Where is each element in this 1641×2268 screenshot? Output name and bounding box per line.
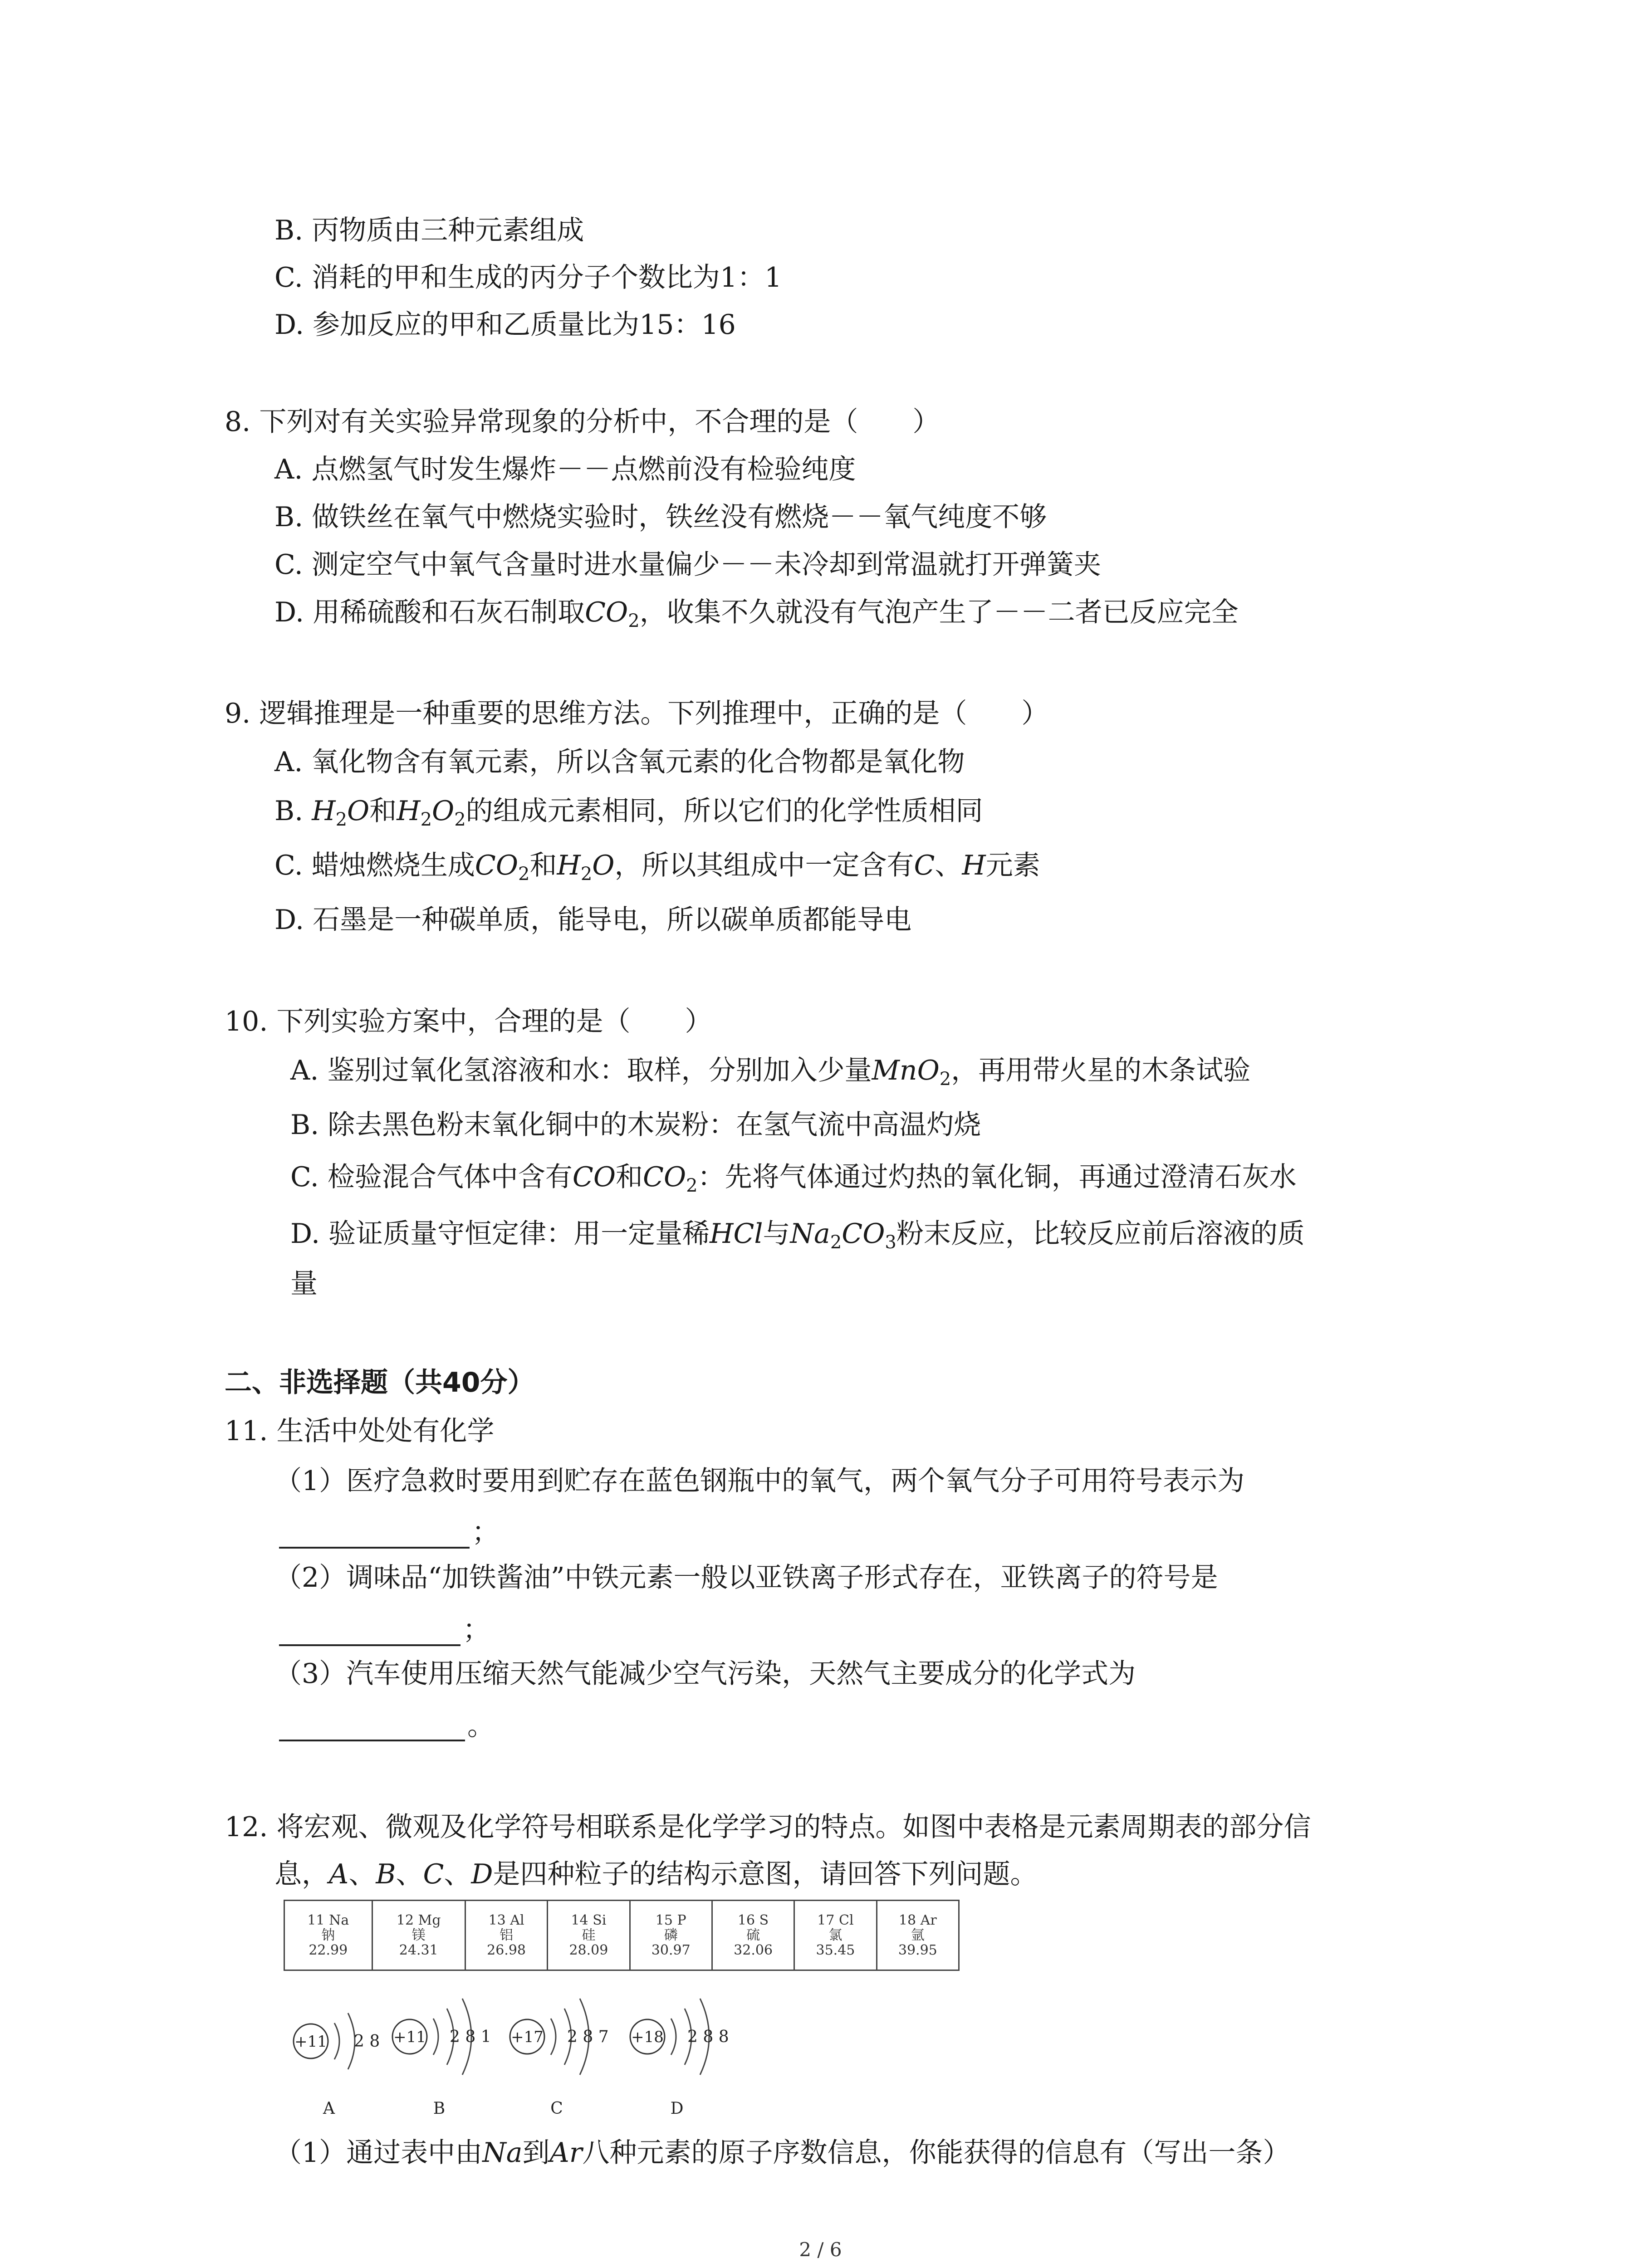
svg-text:2 8 8: 2 8 8 [687,2028,729,2046]
q11-answer-blank-3[interactable] [279,1740,465,1741]
element-cell: 13 Al 铝 26.98 [465,1901,547,1970]
q9-stem: 9. 逻辑推理是一种重要的思维方法。下列推理中，正确的是（ ） [225,698,1049,729]
q10-option-d: D. 验证质量守恒定律：用一定量稀HCl与$Na_2CO_3$粉末反应，比较反应前后溶液的质 [290,1218,1305,1253]
q8-option-b: B. 做铁丝在氧气中燃烧实验时，铁丝没有燃烧－－氧气纯度不够 [274,501,1047,533]
q8-option-a: A. 点燃氢气时发生爆炸－－点燃前没有检验纯度 [274,454,856,485]
page-number: 2 / 6 [799,2239,842,2261]
q11-part2: （2）调味品“加铁酱油”中铁元素一般以亚铁离子形式存在，亚铁离子的符号是 [274,1562,1218,1593]
svg-text:2 8 7: 2 8 7 [567,2028,609,2046]
q7-option-d: D. 参加反应的甲和乙质量比为15：16 [274,309,736,341]
svg-text:B: B [433,2099,446,2118]
svg-text:+18: +18 [631,2028,664,2046]
q11-part3-end: 。 [467,1710,495,1742]
q9-option-c: C. 蜡烛燃烧生成$CO_2$和$H_2O$，所以其组成中一定含有C、H元素 [274,850,1040,885]
particle-a [294,2013,380,2118]
q12-stem-line1: 12. 将宏观、微观及化学符号相联系是化学学习的特点。如图中表格是元素周期表的部分信 [225,1811,1311,1843]
element-cell: 18 Ar 氩 39.95 [877,1901,959,1970]
q11-part3: （3）汽车使用压缩天然气能减少空气污染，天然气主要成分的化学式为 [274,1658,1136,1690]
particle-c [510,1999,609,2118]
svg-text:A: A [323,2099,335,2118]
q11-answer-blank-2[interactable] [279,1644,460,1646]
q11-part1-end: ； [472,1516,499,1548]
q8-stem: 8. 下列对有关实验异常现象的分析中，不合理的是（ ） [225,406,940,438]
q10-option-b: B. 除去黑色粉末氧化铜中的木炭粉：在氢气流中高温灼烧 [290,1109,981,1141]
q9-option-d: D. 石墨是一种碳单质，能导电，所以碳单质都能导电 [274,904,912,936]
q12-stem-line2: 息，A、B、C、D是四种粒子的结构示意图，请回答下列问题。 [274,1858,1038,1890]
q10-stem: 10. 下列实验方案中，合理的是（ ） [225,1006,712,1037]
particle-b [392,1999,491,2118]
particle-d [630,1999,729,2118]
q8-option-c: C. 测定空气中氧气含量时进水量偏少－－未冷却到常温就打开弹簧夹 [274,549,1101,581]
section-heading: 二、非选择题（共40分） [225,1367,535,1398]
svg-text:+11: +11 [393,2028,426,2046]
q12-part1: （1）通过表中由Na到Ar八种元素的原子序数信息，你能获得的信息有（写出一条） [274,2137,1290,2169]
periodic-table-excerpt [284,1900,960,1971]
q11-stem: 11. 生活中处处有化学 [225,1415,495,1447]
svg-text:+17: +17 [511,2028,544,2046]
element-cell: 16 S 硫 32.06 [712,1901,794,1970]
svg-text:2 8 1: 2 8 1 [450,2028,491,2046]
element-cell: 15 P 磷 30.97 [630,1901,712,1970]
q11-part1: （1）医疗急救时要用到贮存在蓝色钢瓶中的氧气，两个氧气分子可用符号表示为 [274,1465,1245,1497]
q7-option-b: B. 丙物质由三种元素组成 [274,215,584,246]
element-cell: 11 Na 钠 22.99 [284,1901,372,1970]
q10-option-c: C. 检验混合气体中含有CO和$CO_2$：先将气体通过灼热的氧化铜，再通过澄清石灰水 [290,1161,1297,1196]
q9-option-b: B. $H_2O$和$H_2O_2$的组成元素相同，所以它们的化学性质相同 [274,795,983,830]
q9-option-a: A. 氧化物含有氧元素，所以含氧元素的化合物都是氧化物 [274,746,965,778]
svg-text:+11: +11 [294,2033,327,2051]
q11-answer-blank-1[interactable] [279,1547,470,1549]
svg-text:C: C [550,2099,563,2118]
q10-option-d-continued: 量 [290,1268,318,1300]
q11-part2-end: ； [463,1614,490,1646]
svg-text:2 8: 2 8 [354,2032,380,2051]
q8-option-d: D. 用稀硫酸和石灰石制取$CO_2$，收集不久就没有气泡产生了－－二者已反应完全 [274,596,1239,631]
element-cell: 12 Mg 镁 24.31 [372,1901,465,1970]
element-cell: 17 Cl 氯 35.45 [794,1901,877,1970]
q10-option-a: A. 鉴别过氧化氢溶液和水：取样，分别加入少量MnO$_2$，再用带火星的木条试验 [290,1055,1251,1090]
q7-option-c: C. 消耗的甲和生成的丙分子个数比为1：1 [274,262,782,293]
svg-text:D: D [670,2099,684,2118]
element-cell: 14 Si 硅 28.09 [548,1901,630,1970]
